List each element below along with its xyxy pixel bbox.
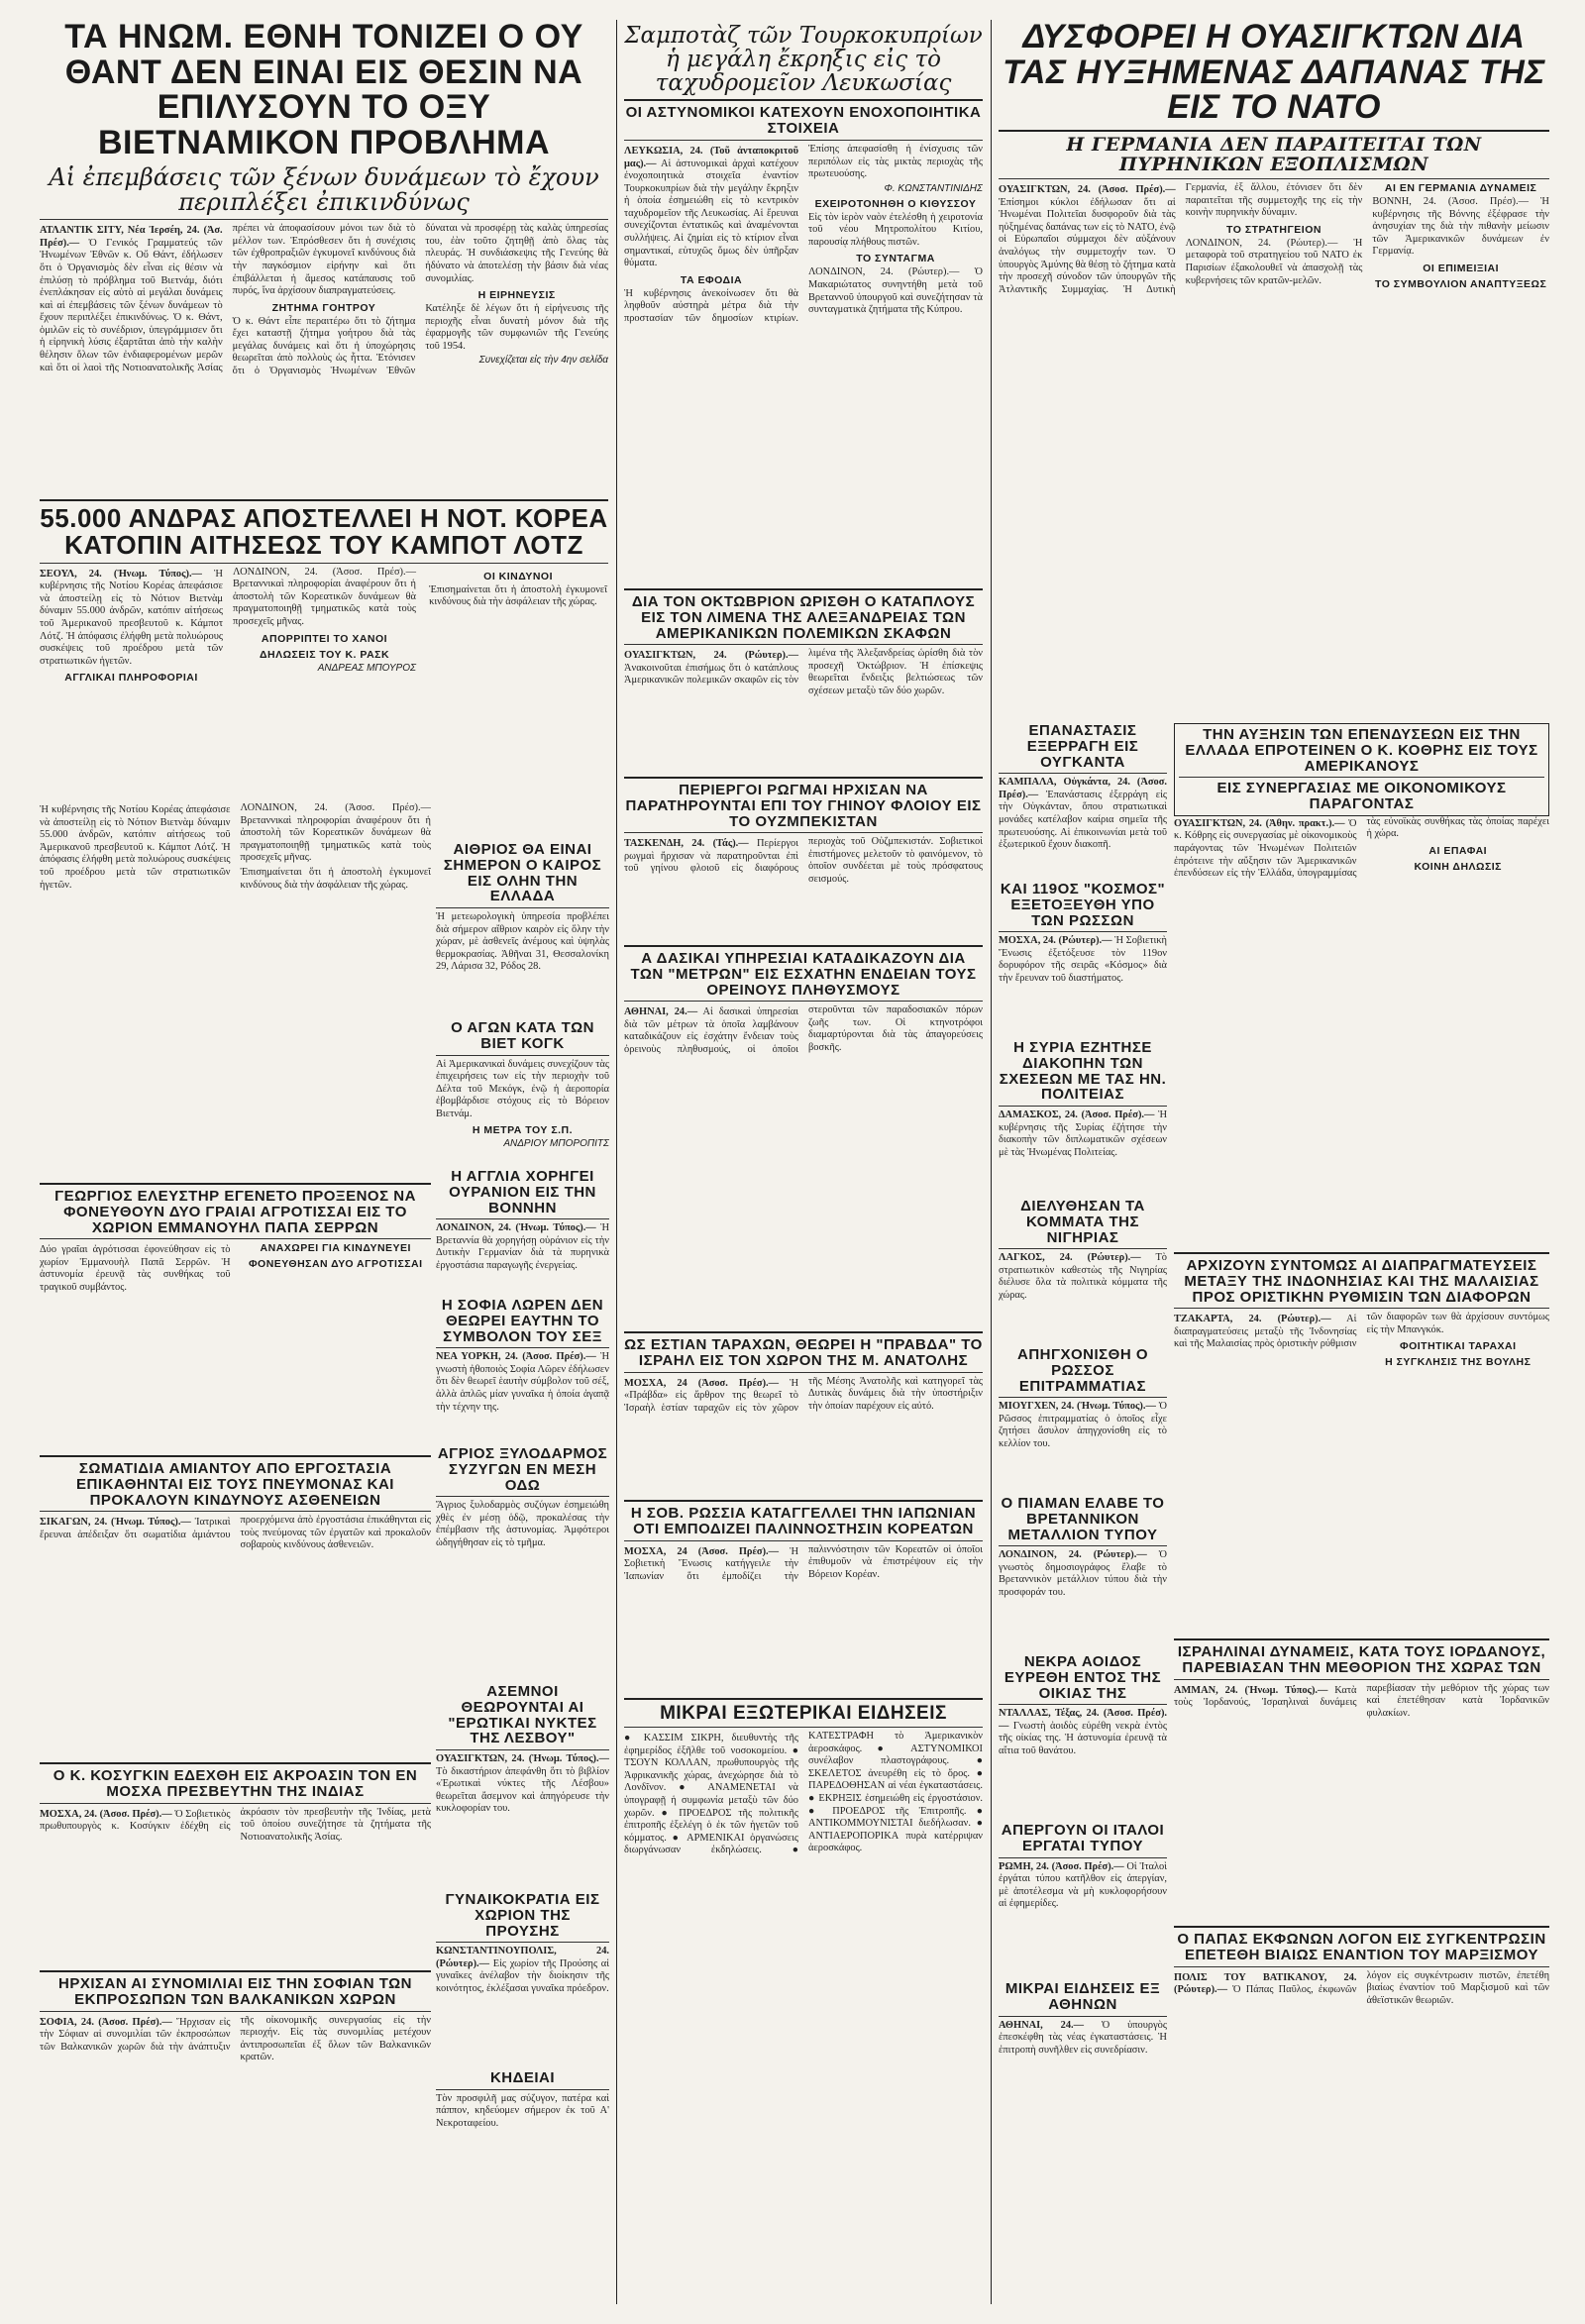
byline: ΑΝΔΡΙΟΥ ΜΠΟΡΟΠΙΤΣ [503,1138,609,1150]
section-subhead: Η ΜΕΤΡΑ ΤΟΥ Σ.Π. [472,1124,574,1137]
article-body [40,1807,431,1845]
dateline: ΣΕΟΥΛ, 24. (Ἡνωμ. Τύπος).— [40,568,202,580]
story-sofia-balkans [40,1966,431,2303]
headline: ΜΙΚΡΑΙ ΕΞΩΤΕΡΙΚΑΙ ΕΙΔΗΣΕΙΣ [660,1703,947,1724]
story-singer-dead [999,1654,1167,1813]
article-body [999,1401,1167,1450]
headline: ΑΣΕΜΝΟΙ ΘΕΩΡΟΥΝΤΑΙ ΑΙ "ΕΡΩΤΙΚΑΙ ΝΥΚΤΕΣ ΤΗΣ ΛΕΣΒΟΥ" [448,1684,597,1747]
article-body [999,1708,1167,1757]
dateline: ΣΟΦΙΑ, 24. (Ἀσοσ. Πρέσ).— [40,2016,172,2028]
body-text: Αἱ δασικαὶ ὑπηρεσίαι διὰ τῶν μέτρων τὰ ὁποῖα λαμβάνουν καταδικάζουν εἰς ἐσχάτην ἔνδειαν τοὺς ὀρεινοὺς πληθυσμούς, οἱ ὁποῖοι στεροῦνται τῶν παραδοσιακῶν πόρων ζωῆς των. Οἱ κτηνοτρόφοι διαμαρτύρονται διὰ τὰς ἀπαγορεύσεις βοσκῆς. [624,1004,983,1056]
dateline: ΛΑΓΚΟΣ, 24. (Ρώυτερ).— [999,1252,1141,1264]
article-body [40,569,223,669]
divider [1174,1926,1549,1928]
story-weather [436,842,609,1010]
dateline: ΜΟΣΧΑ, 24 (Ἀσοσ. Πρέσ).— [624,1377,780,1389]
headline: Ο ΑΓΩΝ ΚΑΤΑ ΤΩΝ ΒΙΕΤ ΚΟΓΚ [451,1020,594,1052]
article-body: Δύο γραῖαι ἀγρότισσαι ἐφονεύθησαν εἰς τὸ χωρίον Ἐμμανουὴλ Παπᾶ Σερρῶν. Ἡ ἀστυνομία ἐρευνᾷ τὰς συνθήκας τοῦ τραγικοῦ συμβάντος. [40,1244,231,1294]
headline: ΔΙΕΛΥΘΗΣΑΝ ΤΑ ΚΟΜΜΑΤΑ ΤΗΣ ΝΙΓΗΡΙΑΣ [1020,1199,1145,1246]
article-body [999,777,1167,852]
dateline: ΝΤΑΛΛΑΣ, Τέξας, 24. (Ἀσοσ. Πρέσ).— [999,1708,1167,1732]
divider [999,178,1549,179]
article-body: Ἡ κυβέρνησις τῆς Νοτίου Κορέας ἀπεφάσισε νὰ ἀποστείλῃ εἰς τὸ Νότιον Βιετνὰμ δύναμιν 55.000 ἀνδρῶν, κατόπιν αἰτήσεως τοῦ Ἀμερικανοῦ πρεσβευτοῦ κ. Κάμποτ Λότζ. Ἡ ἀπόφασις ἐλήφθη μετὰ πολυώρους συσκέψεις τοῦ προέδρου μετὰ τῶν στρατιωτικῶν ἡγετῶν. [40,804,231,891]
story-italian-strike [999,1823,1167,1971]
body-text: Αἱ ἀστυνομικαὶ ἀρχαὶ κατέχουν ἐνοχοποιητικὰ στοιχεῖα ἐναντίον Τουρκοκυπρίων διὰ τὴν μεγάλην ἔκρηξιν ἡ ὁποία ἐσημειώθη εἰς τὸ κεντρικὸν ταχυδρομεῖον τῆς Λευκωσίας. Αἱ ἔρευναι συνεχίζονται ἐντατικῶς καὶ ἀναμένονται συλλήψεις. Αἱ ζημίαι εἰς τὸ κτίριον εἶναι σημαντικαί, εὐτυχῶς ὅμως δὲν ὑπῆρξαν θύματα. [624,158,799,269]
article-body [999,1549,1167,1599]
divider [40,1238,431,1239]
article-body: Εἰς τὸν ἱερὸν ναὸν ἐτελέσθη ἡ χειροτονία τοῦ νέου Μητροπολίτου Κιτίου, παρουσίᾳ πλήθους πιστῶν. [808,211,983,248]
story-investments [1174,723,1549,1238]
divider [436,1496,609,1497]
divider [999,773,1167,774]
headline: ΑΠΕΡΓΟΥΝ ΟΙ ΙΤΑΛΟΙ ΕΡΓΑΤΑΙ ΤΥΠΟΥ [1001,1823,1165,1854]
story-nigeria [999,1199,1167,1337]
article-body [999,935,1167,985]
article-body: ΛΟΝΔΙΝΟΝ, 24. (Ρώυτερ).— Ὁ Μακαριώτατος συνηντήθη μετὰ τοῦ Βρεταννοῦ ὑπουργοῦ καὶ συνεζήτησαν τὰ συνταγματικὰ ζητήματα τῆς Κύπρου. [808,266,983,316]
section-subhead: ΑΠΟΡΡΙΠΤΕΙ ΤΟ ΧΑΝΟΙ [261,632,388,645]
story-serres-murder [40,1179,431,1441]
lead-story-un-thant [40,20,608,485]
divider [624,777,983,779]
body-text: Κατὰ τοὺς Ἰορδανούς, Ἰσραηλιναὶ δυνάμεις παρεβίασαν τὴν μεθόριον τῆς χώρας των καὶ ἐπετέθησαν κατὰ Ἰορδανικῶν φυλακίων. [1174,1682,1549,1719]
section-subhead: ΤΟ ΣΥΜΒΟΥΛΙΟΝ ΑΝΑΠΤΥΞΕΩΣ [1374,277,1547,290]
divider [624,99,983,101]
dateline: ΑΜΜΑΝ, 24. (Ἡνωμ. Τύπος).— [1174,1684,1328,1696]
column-rule [616,20,617,2304]
dateline: ΛΕΥΚΩΣΙΑ, 24. (Τοῦ ἀνταποκριτοῦ μας).— [624,145,798,169]
headline: Η ΣΥΡΙΑ ΕΖΗΤΗΣΕ ΔΙΑΚΟΠΗΝ ΤΩΝ ΣΧΕΣΕΩΝ ΜΕ ΤΑΣ ΗΝ. ΠΟΛΙΤΕΙΑΣ [999,1040,1167,1104]
divider [624,644,983,645]
divider [1179,777,1544,778]
article-body [624,1004,983,1056]
headline: ΑΠΗΓΧΟΝΙΣΘΗ Ο ΡΩΣΣΟΣ ΕΠΙΤΡΑΜΜΑΤΙΑΣ [1016,1347,1149,1395]
headline: ΙΣΡΑΗΛΙΝΑΙ ΔΥΝΑΜΕΙΣ, ΚΑΤΑ ΤΟΥΣ ΙΟΡΔΑΝΟΥΣ, ΠΑΡΕΒΙΑΣΑΝ ΤΗΝ ΜΕΘΟΡΙΟΝ ΤΗΣ ΧΩΡΑΣ ΤΩΝ [1177,1643,1546,1676]
article-body [436,1946,609,1995]
divider [436,1218,609,1219]
story-ussr-japan [624,1496,983,1684]
divider [1174,1679,1549,1680]
divider [1174,1966,1549,1967]
section-subhead: ΔΗΛΩΣΕΙΣ ΤΟΥ Κ. ΡΑΣΚ [259,648,390,661]
body-text: Ἡ «Πράβδα» εἰς ἄρθρον της θεωρεῖ τὸ Ἰσραὴλ ἑστίαν ταραχῶν εἰς τὸν χῶρον τῆς Μέσης Ἀνατολῆς καὶ κατηγορεῖ τὰς Δυτικὰς δυνάμεις διὰ τὴν ὑποστήριξιν τὴν ὁποίαν παρέχουν εἰς αὐτό. [624,1375,983,1414]
divider [999,1248,1167,1249]
continuation-note: Συνεχίζεται εἰς τὴν 4ην σελίδα [478,355,608,367]
column-rule [991,20,992,2304]
body-text: Ὁ Γενικός Γραμματεύς τῶν Ἡνωμένων Ἐθνῶν κ. Οὔ Θάντ, ἐδήλωσεν ὅτι ὁ Ὀργανισμὸς δὲν εἶναι εἰς θέσιν νὰ ἐπιλύσῃ τὸ πρόβλημα τοῦ Βιετνάμ, διότι ἐνεπλάκησαν εἰς αὐτὸ αἱ μεγάλαι δυνάμεις καὶ αἱ ἐπεμβάσεις τῶν ξένων δυνάμεων τὸ ἔχουν περιπλέξει ἐπικινδύνως. Ὁ κ. Θάντ, ὁμιλῶν εἰς τὸ συνέδριον, ὑπεγράμμισεν ὅτι ἡ εἰρηνικὴ λύσις ἐξαρτᾶται ἀπὸ τὴν καλὴν θέλησιν ὅλων τῶν ἐνδιαφερομένων μερῶν καὶ ὅτι οἱ λαοὶ τῆς Νοτιοανατολικῆς Ἀσίας πρέπει νὰ ἀποφασίσουν μόνοι των διὰ τὸ μέλλον των. Ἐπρόσθεσεν ὅτι ἡ συνέχισις τῶν ἐχθροπραξιῶν ἐγκυμονεῖ κινδύνους διὰ τὴν παγκόσμιον εἰρήνην καὶ ὅτι ἐπιβάλλεται ἡ ἄμεσος κατάπαυσις τοῦ πυρός, ἵνα ἀρχίσουν διαπραγματεύσεις. [40,223,416,373]
dateline: ΛΟΝΔΙΝΟΝ, 24. (Ἡνωμ. Τύπος).— [436,1222,596,1234]
dateline: ΝΕΑ ΥΟΡΚΗ, 24. (Ἀσοσ. Πρέσ).— [436,1351,596,1363]
headline: ΔΙΑ ΤΟΝ ΟΚΤΩΒΡΙΟΝ ΩΡΙΣΘΗ Ο ΚΑΤΑΠΛΟΥΣ ΕΙΣ ΤΟΝ ΛΙΜΕΝΑ ΤΗΣ ΑΛΕΞΑΝΔΡΕΙΑΣ ΤΩΝ ΑΜΕΡΙΚΑΝΙΚΩΝ ΠΟΛΕΜΙΚΩΝ ΣΚΑΦΩΝ [631,593,976,642]
story-sophia-loren [436,1298,609,1436]
headline: ΩΣ ΕΣΤΙΑΝ ΤΑΡΑΧΩΝ, ΘΕΩΡΕΙ Η "ΠΡΑΒΔΑ" ΤΟ ΙΣΡΑΗΛ ΕΙΣ ΤΟΝ ΧΩΡΟΝ ΤΗΣ Μ. ΑΝΑΤΟΛΗΣ [624,1336,983,1369]
headline: ΣΩΜΑΤΙΔΙΑ ΑΜΙΑΝΤΟΥ ΑΠΟ ΕΡΓΟΣΤΑΣΙΑ ΕΠΙΚΑΘΗΝΤΑΙ ΕΙΣ ΤΟΥΣ ΠΝΕΥΜΟΝΑΣ ΚΑΙ ΠΡΟΚΑΛΟΥΝ ΚΙΝΔΥΝΟΥΣ ΑΣΘΕΝΕΙΩΝ [76,1460,394,1509]
dateline: ΚΑΜΠΑΛΑ, Οὐγκάντα, 24. (Ἀσοσ. Πρέσ).— [999,777,1167,800]
body-text: Τὸ δικαστήριον ἀπεφάνθη ὅτι τὸ βιβλίον «Ἐρωτικαὶ νύκτες τῆς Λέσβου» θεωρεῖται ἄσεμνον καὶ ἀπηγόρευσε τὴν κυκλοφορίαν του. [436,1765,609,1815]
divider [624,832,983,833]
article-body: Αἱ Ἀμερικανικαὶ δυνάμεις συνεχίζουν τὰς ἐπιχειρήσεις των εἰς τὴν περιοχὴν τοῦ Δέλτα τοῦ Μεκόγκ, ἐνῷ ἡ ἀεροπορία ἐβομβάρδισε στόχους εἰς τὸ Βόρειον Βιετνάμ. [436,1058,609,1119]
section-subhead: Η ΣΥΓΚΛΗΣΙΣ ΤΗΣ ΒΟΥΛΗΣ [1385,1356,1532,1369]
divider [624,1500,983,1502]
section-subhead: ΤΟ ΣΤΡΑΤΗΓΕΙΟΝ [1226,223,1321,236]
article-body [999,1252,1167,1302]
dateline: ΜΟΣΧΑ, 24. (Ἀσοσ. Πρέσ).— [40,1808,172,1820]
dateline: ΛΟΝΔΙΝΟΝ, 24. (Ρώυτερ).— [999,1549,1147,1561]
story-indonesia-malaysia [1174,1248,1549,1625]
story-uganda [999,723,1167,872]
article-body [624,648,983,697]
body-text: Ὁ ὑπουργὸς ἐπεσκέφθη τὰς νέας ἐγκαταστάσεις. Ἡ ἐπιτροπὴ συνῆλθεν εἰς συνεδρίασιν. [999,2019,1167,2056]
divider [999,1106,1167,1107]
article-body: ● ΚΑΣΣΙΜ ΣΙΚΡΗ, διευθυντὴς τῆς ἐφημερίδος ἐξῆλθε τοῦ νοσοκομείου. ● ΤΣΟΥΝ ΚΟΛΛΑΝ, πρωθυπουργὸς τῆς Ἀφρικανικῆς χώρας, ἀνεχώρησε διὰ τὸ Λονδῖνον. ● ΑΝΑΜΕΝΕΤΑΙ νὰ ὑπογραφῇ ἡ συμφωνία μεταξὺ τῶν δύο χωρῶν. ● ΠΡΟΕΔΡΟΣ τῆς πολιτικῆς ἐπιτροπῆς ἐξελέγη ὁ ἐκ τῶν ἡγετῶν τοῦ κόμματος. ● ΑΡΜΕΝΙΚΑΙ ὀργανώσεις διωργάνωσαν ἐκδηλώσεις. ● ΚΑΤΕΣΤΡΑΦΗ τὸ Ἀμερικανικὸν ἀεροσκάφος. ● ΑΣΤΥΝΟΜΙΚΟΙ συνέλαβον πλαστογράφους. ● ΣΚΕΛΕΤΟΣ ἀνευρέθη εἰς τὸ ὄρος. ● ΠΑΡΕΔΟΘΗΣΑΝ αἱ νέαι ἐγκαταστάσεις. ● ΕΚΡΗΞΙΣ ἐσημειώθη εἰς ἐργοστάσιον. ● ΠΡΟΕΔΡΟΣ τῆς Ἐπιτροπῆς. ● ΑΝΤΙΚΟΜΜΟΥΝΙΣΤΑΙ διεδήλωσαν. ● ΑΝΤΙΑΕΡΟΠΟΡΙΚΑ πυρὰ κατέρριψαν ἀεροσκάφος. [624,1730,983,1856]
body-text: Ὁ Σοβιετικὸς πρωθυπουργὸς κ. Κοσύγκιν ἐδέχθη εἰς ἀκρόασιν τὸν πρεσβευτὴν τῆς Ἰνδίας, μετὰ τοῦ ὁποίου συνεζήτησε τὰ ζητήματα τῆς Νοτιοανατολικῆς Ἀσίας. [40,1806,431,1843]
divider [436,1942,609,1943]
story-press-medal [999,1496,1167,1644]
story-kosmos [999,882,1167,1030]
divider [624,1331,983,1333]
headline: ΚΗΔΕΙΑΙ [489,2070,556,2086]
body-text: Γνωστὴ ἀοιδὸς εὑρέθη νεκρὰ ἐντὸς τῆς οἰκίας της. Ἡ ἀστυνομία ἐρευνᾷ τὰ αἴτια τοῦ θανάτου. [999,1720,1167,1757]
story-pravda-israel [624,1327,983,1486]
dateline: ΟΥΑΣΙΓΚΤΩΝ, 24. (Ρώυτερ).— [624,650,798,662]
body-text: Ἐπανάστασις ἐξερράγη εἰς τὴν Οὐγκάνταν, ὅπου στρατιωτικαὶ μονάδες κατέλαβον καίρια σημεῖα τῆς πρωτευούσης. Αἱ ἐπικοινωνίαι μετὰ τοῦ ἐξωτερικοῦ ἔχουν διακοπῆ. [999,789,1167,851]
dateline: ΔΑΜΑΣΚΟΣ, 24. (Ἀσοσ. Πρέσ).— [999,1109,1155,1120]
divider [40,1455,431,1457]
subheadline: Η ΓΕΡΜΑΝΙΑ ΔΕΝ ΠΑΡΑΙΤΕΙΤΑΙ ΤΩΝ ΠΥΡΗΝΙΚΩΝ ΕΞΟΠΛΙΣΜΩΝ [1066,134,1482,175]
dateline: ΣΙΚΑΓΩΝ, 24. (Ἡνωμ. Τύπος).— [40,1517,191,1529]
divider [436,2089,609,2090]
headline: Ο Κ. ΚΟΣΥΓΚΙΝ ΕΔΕΧΘΗ ΕΙΣ ΑΚΡΟΑΣΙΝ ΤΟΝ ΕΝ ΜΟΣΧΑ ΠΡΕΣΒΕΥΤΗΝ ΤΗΣ ΙΝΔΙΑΣ [53,1767,418,1800]
section-subhead: ΟΙ ΕΠΙΜΕΙΞΙΑΙ [1423,262,1500,274]
dateline: ΡΩΜΗ, 24. (Ἀσοσ. Πρέσ).— [999,1860,1124,1872]
dateline: ΑΘΗΝΑΙ, 24.— [624,1006,698,1018]
dateline: ΑΘΗΝΑΙ, 24.— [999,2019,1085,2031]
divider [624,1698,983,1700]
headline: Η ΣΟΒ. ΡΩΣΣΙΑ ΚΑΤΑΓΓΕΛΛΕΙ ΤΗΝ ΙΑΠΩΝΙΑΝ ΟΤΙ ΕΜΠΟΔΙΖΕΙ ΠΑΛΙΝΝΟΣΤΗΣΙΝ ΚΟΡΕΑΤΩΝ [630,1505,977,1537]
story-uzbek-cracks [624,773,983,931]
article-body: Ἄγριος ξυλοδαρμὸς συζύγων ἐσημειώθη χθὲς ἐν μέσῃ ὁδῷ, προκαλέσας τὴν ἐπέμβασιν τῆς ἀστυνομίας. Ἀμφότεροι ὡδηγήθησαν εἰς τὸ τμῆμα. [436,1500,609,1549]
headline: ΓΕΩΡΓΙΟΣ ΕΛΕΥΣΤΗΡ ΕΓΕΝΕΤΟ ΠΡΟΞΕΝΟΣ ΝΑ ΦΟΝΕΥΘΟΥΝ ΔΥΟ ΓΡΑΙΑΙ ΑΓΡΟΤΙΣΣΑΙ ΕΙΣ ΤΟ ΧΩΡΙΟΝ ΕΜΜΑΝΟΥΗΛ ΠΑΠΑ ΣΕΡΡΩΝ [54,1188,416,1236]
headline: ΝΕΚΡΑ ΑΟΙΔΟΣ ΕΥΡΕΘΗ ΕΝΤΟΣ ΤΗΣ ΟΙΚΙΑΣ ΤΗΣ [1004,1654,1162,1702]
byline: ΑΝΔΡΕΑΣ ΜΠΟΥΡΟΣ [317,662,416,674]
story-south-korea-troops [40,495,608,792]
dateline: ΠΟΛΙΣ ΤΟΥ ΒΑΤΙΚΑΝΟΥ, 24. (Ρώυτερ).— [1174,1971,1357,1996]
article-body: ΛΟΝΔΙΝΟΝ, 24. (Ἀσοσ. Πρέσ).— Βρεταννικαὶ πληροφορίαι ἀναφέρουν ὅτι ἡ ἀποστολὴ τῶν Κορεατικῶν δυνάμεων θὰ πραγματοποιηθῇ τμηματικῶς κατὰ τοὺς προσεχεῖς μῆνας. [233,566,416,627]
body-text: Τὸ στρατιωτικὸν καθεστὼς τῆς Νιγηρίας διέλυσε ὅλα τὰ πολιτικὰ κόμματα τῆς χώρας. [999,1252,1167,1302]
divider [624,140,983,141]
divider [436,1347,609,1348]
headline: ΤΑ ΗΝΩΜ. ΕΘΝΗ ΤΟΝΙΖΕΙ Ο ΟΥ ΘΑΝΤ ΔΕΝ ΕΙΝΑΙ ΕΙΣ ΘΕΣΙΝ ΝΑ ΕΠΙΛΥΣΟΥΝ ΤΟ ΟΞΥ ΒΙΕΤΝΑΜΙΚΟΝ ΠΡΟΒΛΗΜΑ [64,20,583,162]
divider [624,1540,983,1541]
dateline: ΟΥΑΣΙΓΚΤΩΝ, 24. (Ἡνωμ. Τύπος).— [436,1753,609,1764]
body-text: Ἡ γνωστὴ ἠθοποιὸς Σοφία Λῶρεν ἐδήλωσεν ὅτι δὲν θεωρεῖ ἑαυτὴν σύμβολον τοῦ σέξ, ἀλλὰ ἁπλῶς μίαν γυναῖκα ἡ ὁποία ἀγαπᾷ τὴν τέχνην της. [436,1351,609,1413]
divider [624,1727,983,1728]
story-israel-jordan [1174,1635,1549,1912]
divider [1174,1638,1549,1640]
story-viet-cong-main [436,1020,609,1159]
story-street-fight [436,1446,609,1674]
headline: Σαμποτὰζ τῶν Τουρκοκυπρίων ἡ μεγάλη ἔκρηξις εἰς τὸ ταχυδρομεῖον Λευκωσίας [624,23,983,97]
body-text: Ὁ γνωστὸς δημοσιογράφος ἔλαβε τὸ Βρεταννικὸν μετάλλιον τύπου διὰ τὴν προσφοράν του. [999,1549,1167,1599]
headline: Α ΔΑΣΙΚΑΙ ΥΠΗΡΕΣΙΑΙ ΚΑΤΑΔΙΚΑΖΟΥΝ ΔΙΑ ΤΩΝ "ΜΕΤΡΩΝ" ΕΙΣ ΕΣΧΑΤΗΝ ΕΝΔΕΙΑΝ ΤΟΥΣ ΟΡΕΙΝΟΥΣ ΠΛΗΘΥΣΜΟΥΣ [630,950,977,999]
dateline: ΜΟΣΧΑ, 24 (Ἀσοσ. Πρέσ).— [624,1545,780,1557]
byline: Φ. ΚΩΝΣΤΑΝΤΙΝΙΔΗΣ [884,182,983,194]
section-subhead: ΖΗΤΗΜΑ ΓΟΗΤΡΟΥ [271,301,376,314]
story-small-foreign-news [624,1694,983,2303]
section-subhead: ΕΧΕΙΡΟΤΟΝΗΘΗ Ο ΚΙΘΥΣΣΟΥ [814,197,977,210]
dateline: ΤΑΣΚΕΝΔΗ, 24. (Τάς).— [624,838,749,850]
article-body: Τὸν προσφιλῆ μας σύζυγον, πατέρα καὶ πάππον, κηδεύομεν σήμερον ἐκ τοῦ Α' Νεκροταφείου. [436,2092,609,2129]
article-body: Ἡ μετεωρολογικὴ ὑπηρεσία προβλέπει διὰ σήμερον αἴθριον καιρὸν εἰς ὅλην τὴν χώραν, μὲ ἀσθενεῖς ἀνέμους καὶ ὑψηλὰς θερμοκρασίας. Ἀθῆναι 31, Θεσσαλονίκη 29, Λάρισα 32, Ρόδος 28. [436,911,609,973]
divider [40,1511,431,1512]
headline: ΜΙΚΡΑΙ ΕΙΔΗΣΕΙΣ ΕΞ ΑΘΗΝΩΝ [1004,1981,1161,2013]
headline: ΑΡΧΙΖΟΥΝ ΣΥΝΤΟΜΩΣ ΑΙ ΔΙΑΠΡΑΓΜΑΤΕΥΣΕΙΣ ΜΕΤΑΞΥ ΤΗΣ ΙΝΔΟΝΗΣΙΑΣ ΚΑΙ ΤΗΣ ΜΑΛΑΙΣΙΑΣ ΠΡΟΣ ΟΡΙΣΤΙΚΗΝ ΡΥΘΜΙΣΙΝ ΤΩΝ ΔΙΑΦΟΡΩΝ [1184,1257,1539,1306]
article-body [624,836,983,886]
story-forestry [624,941,983,1318]
body-text: Ὁ Ρῶσσος ἐπιτραμματίας ὁ ὁποῖος εἶχε ζητήσει ἄσυλον ἀπηγχονίσθη εἰς τὸ κελλίον του. [999,1401,1167,1450]
article-body [1174,1683,1549,1721]
section-subhead: ΦΟΝΕΥΘΗΣΑΝ ΔΥΟ ΑΓΡΟΤΙΣΣΑΙ [248,1258,423,1271]
article-body [624,1376,983,1416]
divider [40,499,608,501]
divider [436,1055,609,1056]
divider [999,1397,1167,1398]
divider [624,1001,983,1002]
article-body [999,1109,1167,1159]
section-subhead: ΑΙ ΕΝ ΓΕΡΜΑΝΙΑ ΔΥΝΑΜΕΙΣ [1384,181,1537,194]
article-body [999,1861,1167,1911]
article-body [436,1753,609,1816]
section-subhead: ΟΙ ΚΙΝΔΥΝΟΙ [483,570,554,582]
divider [40,1970,431,1972]
story-pope-marxism [1174,1922,1549,2303]
headline: Ο ΠΑΠΑΣ ΕΚΦΩΝΩΝ ΛΟΓΟΝ ΕΙΣ ΣΥΓΚΕΝΤΡΩΣΙΝ ΕΠΕΤΕΘΗ ΒΙΑΙΩΣ ΕΝΑΝΤΙΟΝ ΤΟΥ ΜΑΡΞΙΣΜΟΥ [1177,1931,1546,1963]
body-text: Εἰς χωρίον τῆς Προύσης αἱ γυναῖκες ἀνέλαβον τὴν διοίκησιν τῆς κοινότητος, ἐκλέξασαι γυναῖκα πρόεδρον. [436,1957,609,1995]
divider [999,931,1167,932]
section-subhead: ΑΓΓΛΙΚΑΙ ΠΛΗΡΟΦΟΡΙΑΙ [64,672,198,685]
story-uranium-bonn [436,1169,609,1288]
headline: Η ΣΟΦΙΑ ΛΩΡΕΝ ΔΕΝ ΘΕΩΡΕΙ ΕΑΥΤΗΝ ΤΟ ΣΥΜΒΟΛΟΝ ΤΟΥ ΣΕΞ [441,1298,604,1345]
headline: Ο ΠΙΑΜΑΝ ΕΛΑΒΕ ΤΟ ΒΡΕΤΑΝΝΙΚΟΝ ΜΕΤΑΛΛΙΟΝ ΤΥΠΟΥ [1001,1496,1165,1543]
section-subhead: ΦΟΙΤΗΤΙΚΑΙ ΤΑΡΑΧΑΙ [1399,1340,1517,1353]
body-text: Περίεργοι ρωγμαὶ ἤρχισαν νὰ παρατηροῦνται ἐπὶ τοῦ γηίνου φλοιοῦ εἰς διαφόρους περιοχὰς τοῦ Οὐζμπεκιστάν. Σοβιετικοὶ ἐπιστήμονες μελετοῦν τὸ φαινόμενον, τὸ ὁποῖον συνδέεται μὲ τοὺς πρόσφατους σεισμούς. [624,836,983,886]
article-body: Ἡ κυβέρνησις ἀνεκοίνωσεν ὅτι θὰ ληφθοῦν αὐστηρὰ μέτρα διὰ τὴν προστασίαν τῶν δημοσίων κτιρίων. Ἐπίσης ἀπεφασίσθη ἡ ἐνίσχυσις τῶν περιπόλων εἰς τὰς μικτὰς περιοχὰς τῆς πρωτευούσης. [624,143,983,325]
story-lesbos-book [436,1684,609,1882]
body-text: Οἱ Ἰταλοὶ ἐργάται τύπου κατῆλθον εἰς ἀπεργίαν, μὲ ἀποτέλεσμα νὰ μὴ κυκλοφορήσουν αἱ ἐφημερίδες. [999,1860,1167,1910]
dateline: ΤΖΑΚΑΡΤΑ, 24. (Ρώυτερ).— [1174,1314,1331,1325]
headline: 55.000 ΑΝΔΡΑΣ ΑΠΟΣΤΕΛΛΕΙ Η ΝΟΤ. ΚΟΡΕΑ ΚΑΤΟΠΙΝ ΑΙΤΗΣΕΩΣ ΤΟΥ ΚΑΜΠΟΤ ΛΟΤΖ [40,503,608,561]
divider [40,1803,431,1804]
section-subhead: Η ΕΙΡΗΝΕΥΣΙΣ [477,289,556,302]
section-subhead: ΤΑ ΕΦΟΔΙΑ [680,273,743,286]
story-kosygin [40,1758,431,1956]
headline: ΗΡΧΙΣΑΝ ΑΙ ΣΥΝΟΜΙΛΙΑΙ ΕΙΣ ΤΗΝ ΣΟΦΙΑΝ ΤΩΝ ΕΚΠΡΟΣΩΠΩΝ ΤΩΝ ΒΑΛΚΑΝΙΚΩΝ ΧΩΡΩΝ [57,1975,413,2008]
divider [999,1857,1167,1858]
divider [40,563,608,564]
body-text: Ἡ Σοβιετικὴ Ἕνωσις ἐξετόξευσε τὸν 119ον δορυφόρον τῆς σειρᾶς «Κόσμος» διὰ τὴν ἔρευναν τοῦ διαστήματος. [999,935,1167,985]
section-subhead: ΚΟΙΝΗ ΔΗΛΩΣΙΣ [1414,860,1502,873]
dateline: ΟΥΑΣΙΓΚΤΩΝ, 24. (Ἀθην. πρακτ.).— [1174,817,1345,829]
dateline: ΑΤΛΑΝΤΙΚ ΣΙΤΥ, Νέα Ἰερσέη, 24. (Ἀσ. Πρέσ).— [40,225,223,249]
story-prusa-women [436,1892,609,2060]
story-cyprus-sabotage [624,20,983,575]
article-body: Κατέληξε δὲ λέγων ὅτι ἡ εἰρήνευσις τῆς περιοχῆς εἶναι δυνατὴ μόνον διὰ τῆς ἐφαρμογῆς τῶν συμφωνιῶν τῆς Γενεύης τοῦ 1954. [425,303,608,352]
body-text: Ὁ κ. Κόθρης εἰς συνεργασίας μὲ οἰκονομικοὺς παράγοντας τῶν Ἡνωμένων Πολιτειῶν ἐπρότεινε τὴν αὔξησιν τῶν Ἀμερικανικῶν ἐπενδύσεων εἰς τὴν Ἑλλάδα, ὑπογραμμίσας τὰς εὐνοϊκὰς συνθήκας τὰς ὁποίας παρέχει ἡ χώρα. [1174,815,1549,880]
article-body: ΛΟΝΔΙΝΟΝ, 24. (Ἀσοσ. Πρέσ).— Βρεταννικαὶ πληροφορίαι ἀναφέρουν ὅτι ἡ ἀποστολὴ τῶν Κορεατικῶν δυνάμεων θὰ πραγματοποιηθῇ τμηματικῶς κατὰ τοὺς προσεχεῖς μῆνας. [240,802,431,864]
story-athens-news [999,1981,1167,2120]
subheadline: Αἱ ἐπεμβάσεις τῶν ξένων δυνάμεων τὸ ἔχουν περιπλέξει ἐπικινδύνως [49,162,599,216]
story-washington-nato [999,20,1549,713]
body-text: Ὁ Πάπας Παῦλος, ἐκφωνῶν λόγον εἰς συγκέντρωσιν πιστῶν, ἐπετέθη βιαίως ἐναντίον τοῦ Μαρξισμοῦ καὶ τῶν ἀθεϊστικῶν θεωριῶν. [1232,1969,1549,2006]
body-text: Ἐπίσημοι κύκλοι ἐδήλωσαν ὅτι αἱ Ἡνωμέναι Πολιτεῖαι δυσφοροῦν διὰ τὰς ηὐξημένας δαπάνας των εἰς τὸ ΝΑΤΟ, ἐνῷ οἱ Εὐρωπαῖοι σύμμαχοι δὲν αὐξάνουν ἀναλόγως τὴν συμμετοχήν των. Ὁ ὑπουργὸς Ἀμύνης θὰ θέσῃ τὸ ζήτημα κατὰ τὴν προσεχῆ σύνοδον τῶν ὑπουργῶν τῆς Ἀτλαντικῆς Συμμαχίας. Ἡ Δυτικὴ Γερμανία, ἐξ ἄλλου, ἐτόνισεν ὅτι δὲν παραιτεῖται τῆς συμμετοχῆς της εἰς τὴν κοινὴν πυρηνικὴν δύναμιν. [999,181,1363,295]
body-text: Ἡ κυβέρνησις τῆς Νοτίου Κορέας ἀπεφάσισε νὰ ἀποστείλῃ εἰς τὸ Νότιον Βιετνὰμ δύναμιν 55.000 ἀνδρῶν, κατόπιν αἰτήσεως τοῦ Ἀμερικανοῦ πρεσβευτοῦ κ. Κάμποτ Λότζ. Ἡ ἀπόφασις ἐλήφθη μετὰ πολυώρους συσκέψεις τοῦ προέδρου μετὰ τῶν στρατιωτικῶν ἡγετῶν. [40,568,223,667]
divider [40,1762,431,1764]
body-text: Ἰατρικαὶ ἔρευναι ἀπέδειξαν ὅτι σωματίδια ἀμιάντου προερχόμενα ἀπὸ ἐργοστάσια ἐπικάθηνται εἰς τοὺς πνεύμονας τῶν ἐργατῶν καὶ προκαλοῦν σοβαροὺς κινδύνους ἀσθενειῶν. [40,1515,431,1551]
article-body [1174,1970,1549,2008]
divider [1174,1252,1549,1254]
divider [624,588,983,590]
story-russian-suicide [999,1347,1167,1486]
body-text: Ἡ κυβέρνησις τῆς Συρίας ἐζήτησε τὴν διακοπὴν τῶν διπλωματικῶν σχέσεων μὲ τὰς Ἡνωμένας Πολιτείας. [999,1109,1167,1158]
article-body: Ἐπισημαίνεται ὅτι ἡ ἀποστολὴ ἐγκυμονεῖ κινδύνους διὰ τὴν ἀσφάλειαν τῆς χώρας. [429,583,608,608]
divider [624,1372,983,1373]
article-body: ΛΟΝΔΙΝΟΝ, 24. (Ρώυτερ).— Ἡ μεταφορὰ τοῦ στρατηγείου τοῦ ΝΑΤΟ ἐκ Παρισίων ἐξακολουθεῖ νὰ ἀπασχολῇ τὰς κυβερνήσεις τῶν κρατῶν-μελῶν. [1185,237,1363,286]
article-body [624,146,798,270]
divider [1174,1308,1549,1309]
story-asbestos [40,1451,431,1748]
body-text: Ἡ Βρεταννία θὰ χορηγήσῃ οὐράνιον εἰς τὴν Δυτικὴν Γερμανίαν διὰ τὰ πυρηνικὰ ἐργοστάσια παραγωγῆς ἐνεργείας. [436,1222,609,1272]
headline: ΑΙΘΡΙΟΣ ΘΑ ΕΙΝΑΙ ΣΗΜΕΡΟΝ Ο ΚΑΙΡΟΣ ΕΙΣ ΟΛΗΝ ΤΗΝ ΕΛΛΑΔΑ [443,842,602,905]
body-text: Ἀνακοινοῦται ἐπισήμως ὅτι ὁ κατάπλους Ἀμερικανικῶν πολεμικῶν σκαφῶν εἰς τὸν λιμένα τῆς Ἀλεξανδρείας ὡρίσθη διὰ τὸν προσεχῆ Ὀκτώβριον. Ἡ ἐπίσκεψις θεωρεῖται ἔνδειξις βελτιώσεως τῶν σχέσεων μεταξὺ τῶν δύο χωρῶν. [624,648,983,697]
dateline: ΟΥΑΣΙΓΚΤΩΝ, 24. (Ἀσοσ. Πρέσ).— [999,183,1176,195]
dateline: ΜΟΣΧΑ, 24. (Ρώυτερ).— [999,935,1112,947]
body-text: Ἤρχισαν εἰς τὴν Σόφιαν αἱ συνομιλίαι τῶν ἐκπροσώπων τῶν Βαλκανικῶν χωρῶν διὰ τὴν ἀνάπτυξιν τῆς οἰκονομικῆς συνεργασίας εἰς τὴν περιοχήν. Εἰς τὰς συνομιλίας μετέχουν ἀντιπροσωπεῖαι ἐξ ὅλων τῶν Βαλκανικῶν κρατῶν. [40,2014,431,2063]
divider [40,219,608,220]
article-body [436,1351,609,1414]
story-funerals [436,2070,609,2298]
article-body: ΒΟΝΝΗ, 24. (Ἀσοσ. Πρέσ).— Ἡ κυβέρνησις τῆς Βόννης ἐξέφρασε τὴν ἀνησυχίαν της διὰ τὴν πιθανὴν μείωσιν τῶν Ἀμερικανικῶν δυνάμεων ἐν Γερμανίᾳ. [1372,195,1549,258]
article-body: Ὁ κ. Θάντ εἶπε περαιτέρω ὅτι τὸ ζήτημα ἔχει καταστῇ ζήτημα γοήτρου διὰ τὰς μεγάλας δυνάμεις καὶ ὅτι ἡ ὑποχώρησις θεωρεῖται ἀπὸ πολλοὺς ὡς ἧττα. Ἐτόνισεν ὅτι ὁ Ὀργανισμὸς Ἡνωμένων Ἐθνῶν δύναται νὰ προσφέρῃ τὰς καλὰς ὑπηρεσίας του, ἐὰν τοῦτο ζητηθῇ ἀπὸ ὅλας τὰς πλευράς. Ἡ συνδιάσκεψις τῆς Γενεύης θὰ ἠδύνατο νὰ ἀποτελέσῃ τὴν βάσιν διὰ νέας συνομιλίας. [232,223,608,377]
body-text: Αἱ διαπραγματεύσεις μεταξὺ τῆς Ἰνδονησίας καὶ τῆς Μαλαισίας πρὸς ὁριστικὴν ρύθμισιν τῶν διαφορῶν των θὰ ἀρχίσουν συντόμως εἰς τὴν Μπανγκόκ. [1174,1312,1549,1350]
headline: ΔΥΣΦΟΡΕΙ Η ΟΥΑΣΙΓΚΤΩΝ ΔΙΑ ΤΑΣ ΗΥΞΗΜΕΝΑΣ ΔΑΠΑΝΑΣ ΤΗΣ ΕΙΣ ΤΟ ΝΑΤΟ [1003,20,1545,127]
divider [999,2016,1167,2017]
story-alexandria-ships [624,584,983,763]
headline: ΚΑΙ 119ΟΣ "ΚΟΣΜΟΣ" ΕΞΕΤΟΞΕΥΘΗ ΥΠΟ ΤΩΝ ΡΩΣΣΩΝ [1000,882,1166,929]
headline: ΑΓΡΙΟΣ ΞΥΛΟΔΑΡΜΟΣ ΣΥΖΥΓΩΝ ΕΝ ΜΕΣΗ ΟΔΩ [437,1446,608,1494]
divider [40,1183,431,1185]
dateline: ΚΩΝΣΤΑΝΤΙΝΟΥΠΟΛΙΣ, 24. (Ρώυτερ).— [436,1946,609,1969]
divider [40,2011,431,2012]
article-body [624,1544,983,1584]
divider [999,1545,1167,1546]
headline: ΠΕΡΙΕΡΓΟΙ ΡΩΓΜΑΙ ΗΡΧΙΣΑΝ ΝΑ ΠΑΡΑΤΗΡΟΥΝΤΑΙ ΕΠΙ ΤΟΥ ΓΗΙΝΟΥ ΦΛΟΙΟΥ ΕΙΣ ΤΟ ΟΥΖΜΠΕΚΙΣΤΑΝ [625,782,982,830]
story-korea-continued [40,802,431,1169]
article-body [40,2015,431,2064]
divider [624,945,983,947]
subheadline: ΕΙΣ ΣΥΝΕΡΓΑΣΙΑΣ ΜΕ ΟΙΚΟΝΟΜΙΚΟΥΣ ΠΑΡΑΓΟΝΤΑΣ [1216,780,1507,812]
body-text: Ἡ Σοβιετικὴ Ἕνωσις κατήγγειλε τὴν Ἰαπωνίαν ὅτι ἐμποδίζει τὴν παλιννόστησιν τῶν Κορεατῶν οἱ ὁποῖοι ἐπιθυμοῦν νὰ ἐπιστρέψουν εἰς τὴν Βόρειον Κορέαν. [624,1543,983,1582]
headline: Η ΑΓΓΛΙΑ ΧΟΡΗΓΕΙ ΟΥΡΑΝΙΟΝ ΕΙΣ ΤΗΝ ΒΟΝΝΗΝ [449,1169,596,1216]
divider [436,907,609,908]
divider [999,1704,1167,1705]
headline: ΓΥΝΑΙΚΟΚΡΑΤΙΑ ΕΙΣ ΧΩΡΙΟΝ ΤΗΣ ΠΡΟΥΣΗΣ [445,1892,600,1940]
section-subhead: ΑΝΑΧΩΡΕΙ ΓΙΑ ΚΙΝΔΥΝΕΥΕΙ [260,1242,411,1255]
divider [999,130,1549,132]
dateline: ΜΙΟΥΓΧΕΝ, 24. (Ἡνωμ. Τύπος).— [999,1401,1156,1413]
headline: ΕΠΑΝΑΣΤΑΣΙΣ ΕΞΕΡΡΑΓΗ ΕΙΣ ΟΥΓΚΑΝΤΑ [1026,723,1139,771]
section-subhead: ΑΙ ΕΠΑΦΑΙ [1428,844,1488,857]
headline-secondary: ΟΙ ΑΣΤΥΝΟΜΙΚΟΙ ΚΑΤΕΧΟΥΝ ΕΝΟΧΟΠΟΙΗΤΙΚΑ ΣΤΟΙΧΕΙΑ [625,104,982,138]
section-subhead: ΤΟ ΣΥΝΤΑΓΜΑ [856,253,935,265]
story-syria [999,1040,1167,1189]
article-body: Ἐπισημαίνεται ὅτι ἡ ἀποστολὴ ἐγκυμονεῖ κινδύνους διὰ τὴν ἀσφάλειαν τῆς χώρας. [240,866,431,891]
divider [436,1749,609,1750]
article-body [999,2020,1167,2058]
article-body [436,1222,609,1272]
headline: ΤΗΝ ΑΥΞΗΣΙΝ ΤΩΝ ΕΠΕΝΔΥΣΕΩΝ ΕΙΣ ΤΗΝ ΕΛΛΑΔΑ ΕΠΡΟΤΕΙΝΕΝ Ο Κ. ΚΟΘΡΗΣ ΕΙΣ ΤΟΥΣ ΑΜΕΡΙΚΑΝΟΥΣ [1185,726,1538,775]
article-body [40,1515,431,1552]
